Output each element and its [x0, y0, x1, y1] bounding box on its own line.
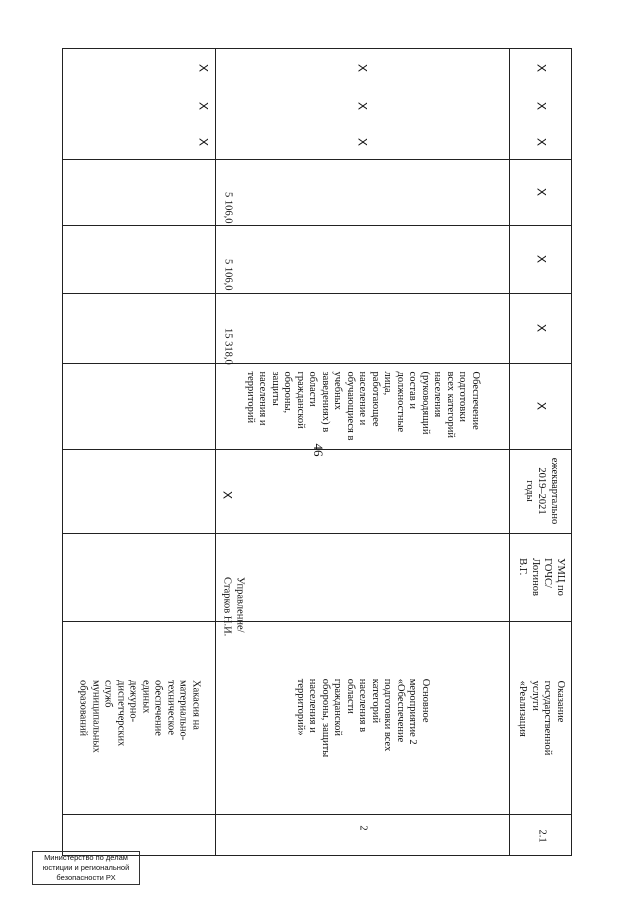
- x-mark: X: [196, 137, 211, 147]
- value-1: 15 318,0: [222, 328, 234, 365]
- period: X: [220, 491, 235, 500]
- cell-text: X: [534, 254, 549, 264]
- registration-stamp: [32, 851, 140, 885]
- measure-name-cell: [215, 621, 509, 814]
- x-mark: X: [355, 137, 370, 147]
- x-cell: [215, 49, 509, 87]
- value-cell: [63, 159, 215, 225]
- executor-cell: [215, 533, 509, 637]
- cell-text: ежеквартально 2019–2021 годы: [523, 457, 560, 525]
- row-number-cell: [509, 814, 573, 857]
- period-cell: [63, 449, 215, 533]
- cell-text: X: [534, 401, 549, 411]
- x-cell: [509, 87, 573, 125]
- period-cell: [215, 449, 509, 533]
- value-cell: [63, 293, 215, 363]
- cell-text: 2.1: [536, 828, 548, 843]
- indicator-cell: [63, 363, 215, 449]
- executor: Управление/ Старков Н.И.: [222, 577, 246, 637]
- x-cell: [63, 49, 215, 87]
- cell: [509, 621, 573, 814]
- cell-text: X: [534, 323, 549, 333]
- indicator-cell: [215, 363, 509, 449]
- stamp-text: Министерство по делам юстиции и региональной безопасности РХ: [42, 853, 130, 882]
- x-mark: X: [534, 137, 549, 147]
- x-mark: X: [355, 101, 370, 111]
- measures-table: [62, 48, 572, 856]
- row-number-cell: [215, 814, 509, 857]
- cell: [509, 293, 573, 363]
- executor-cell: [63, 533, 215, 621]
- cell-text: Оказание государственной услуги «Реализация: [517, 680, 566, 755]
- value-cell: [215, 225, 509, 293]
- x-mark: X: [196, 101, 211, 111]
- cell: [509, 363, 573, 449]
- cell: [509, 533, 573, 621]
- x-cell: [63, 87, 215, 125]
- cell: [509, 449, 573, 533]
- x-mark: X: [534, 63, 549, 73]
- x-mark: X: [355, 63, 370, 73]
- value-cell: [215, 293, 509, 363]
- indicator: Обеспечение подготовки всех категорий населения (руководящий состав и должностные лица, работающее население и обучающиеся в учебных заведениях) в области гражданской обороны, защиты населения и территорий: [244, 371, 481, 441]
- cell-text: УМЦ по ГОЧС/ Логинов В.Г.: [517, 558, 566, 596]
- x-cell: [509, 49, 573, 87]
- x-cell: [215, 125, 509, 159]
- value-2: 5 106,0: [222, 259, 234, 291]
- cell: [509, 225, 573, 293]
- page-number: 46: [311, 443, 326, 457]
- measure-name: Основное мероприятие 2 «Обеспечение подготовки всех категорий населения в области гражданской обороны, защиты населения и территорий»: [294, 678, 431, 757]
- measure-name: Хакасия на материально- техническое обеспечение единых дежурно- диспетчерских служб муниципальных образований: [78, 679, 202, 753]
- x-mark: X: [196, 63, 211, 73]
- row-number: 2: [357, 825, 369, 831]
- measure-name-cell: [63, 621, 215, 814]
- x-cell: [215, 87, 509, 125]
- value-cell: [215, 159, 509, 225]
- value-3: 5 106,0: [222, 192, 234, 224]
- cell-text: X: [534, 187, 549, 197]
- value-cell: [63, 225, 215, 293]
- x-mark: X: [534, 101, 549, 111]
- x-cell: [509, 125, 573, 159]
- cell: [509, 159, 573, 225]
- x-cell: [63, 125, 215, 159]
